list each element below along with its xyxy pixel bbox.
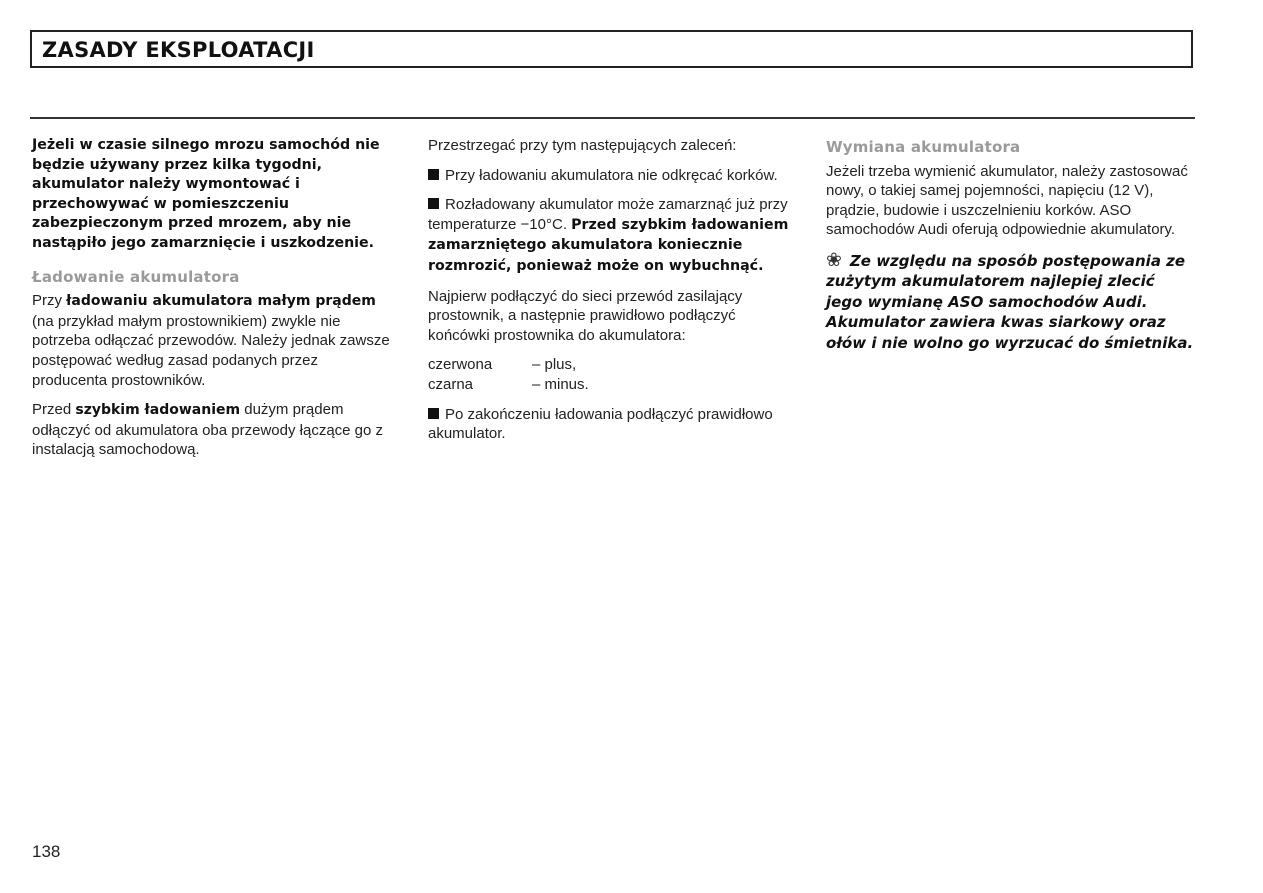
explosion-warning: Przed szybkim ładowaniem zamarzniętego akumulatora koniecznie rozmrozić, ponieważ może on wybuchnąć.	[428, 216, 789, 274]
environment-text: Ze względu na sposób postępowania ze zużytym akumulatorem najlepiej zlecić jego wymianę ASO samochodów Audi. Akumulator zawiera kwas siarkowy oraz ołów i nie wolno go wyrzucać do śmietnika.	[826, 251, 1194, 352]
wire-color-value: – plus,	[532, 356, 577, 374]
text-run: (na przykład małym prostownikiem) zwykle nie potrzeba odłączać przewodów. Należy jednak zawsze postępować według zasad podanych przez producenta prostowników.	[32, 312, 390, 389]
environment-icon: ❀	[826, 248, 842, 271]
wire-color-name: czarna	[428, 375, 474, 393]
bullet-square-icon	[428, 408, 439, 419]
column-left	[32, 136, 394, 470]
bullet-square-icon	[428, 169, 439, 180]
header-rule	[30, 117, 1195, 119]
charging-heading: Ładowanie akumulatora	[32, 267, 240, 286]
section-header	[30, 30, 1193, 68]
charging-paragraph	[32, 291, 394, 390]
wire-color-name: czerwona	[428, 356, 493, 374]
replacement-paragraph: Jeżeli trzeba wymienić akumulator, należy zastosować nowy, o takiej samej pojemności, napięciu (12 V), prądzie, budowie i uszczelnieniu korków. ASO samochodów Audi oferują odpowiednie akumulatory.	[826, 162, 1188, 239]
bullet-square-icon	[428, 198, 439, 209]
wire-color-row	[428, 375, 792, 395]
bullet-text: Przy ładowaniu akumulatora nie odkręcać korków.	[445, 166, 778, 184]
wire-color-row	[428, 355, 792, 375]
section-title: ZASADY EKSPLOATACJI	[42, 38, 315, 62]
text-run: Przed	[32, 401, 76, 419]
instructions-intro: Przestrzegać przy tym następujących zaleceń:	[428, 137, 737, 154]
emphasis-fast-charging: szybkim ładowaniem	[75, 402, 241, 419]
column-right	[826, 136, 1194, 363]
connection-paragraph: Najpierw podłączyć do sieci przewód zasilający prostownik, a następnie prawidłowo podłączyć końcówki prostownika do akumulatora:	[428, 287, 743, 344]
bullet-text: Rozładowany akumulator może zamarznąć już przy temperaturze −10°C.	[428, 196, 788, 233]
wire-color-value: – minus.	[532, 375, 589, 393]
wire-colors-list	[428, 355, 792, 394]
bullet-item	[428, 405, 792, 444]
bullet-text: Po zakończeniu ładowania podłączyć prawidłowo akumulator.	[428, 405, 773, 443]
environment-note	[826, 250, 1194, 354]
replacement-heading: Wymiana akumulatora	[826, 138, 1021, 156]
bullet-item	[428, 166, 792, 186]
text-run: Przy	[32, 292, 67, 310]
frost-warning: Jeżeli w czasie silnego mrozu samochód nie będzie używany przez kilka tygodni, akumulator należy wymontować i przechowywać w pomieszczeniu zabezpieczonym przed mrozem, aby nie nastąpiło jego zamarznięcie i uszkodzenie.	[32, 137, 380, 251]
column-middle	[428, 136, 792, 454]
page-number: 138	[32, 842, 61, 861]
emphasis-low-current: ładowaniu akumulatora małym prądem	[66, 293, 376, 310]
bullet-item	[428, 195, 792, 276]
fast-charging-paragraph	[32, 400, 394, 460]
text-run: dużym prądem odłączyć od akumulatora oba przewody łączące go z instalacją samochodową.	[32, 401, 384, 459]
